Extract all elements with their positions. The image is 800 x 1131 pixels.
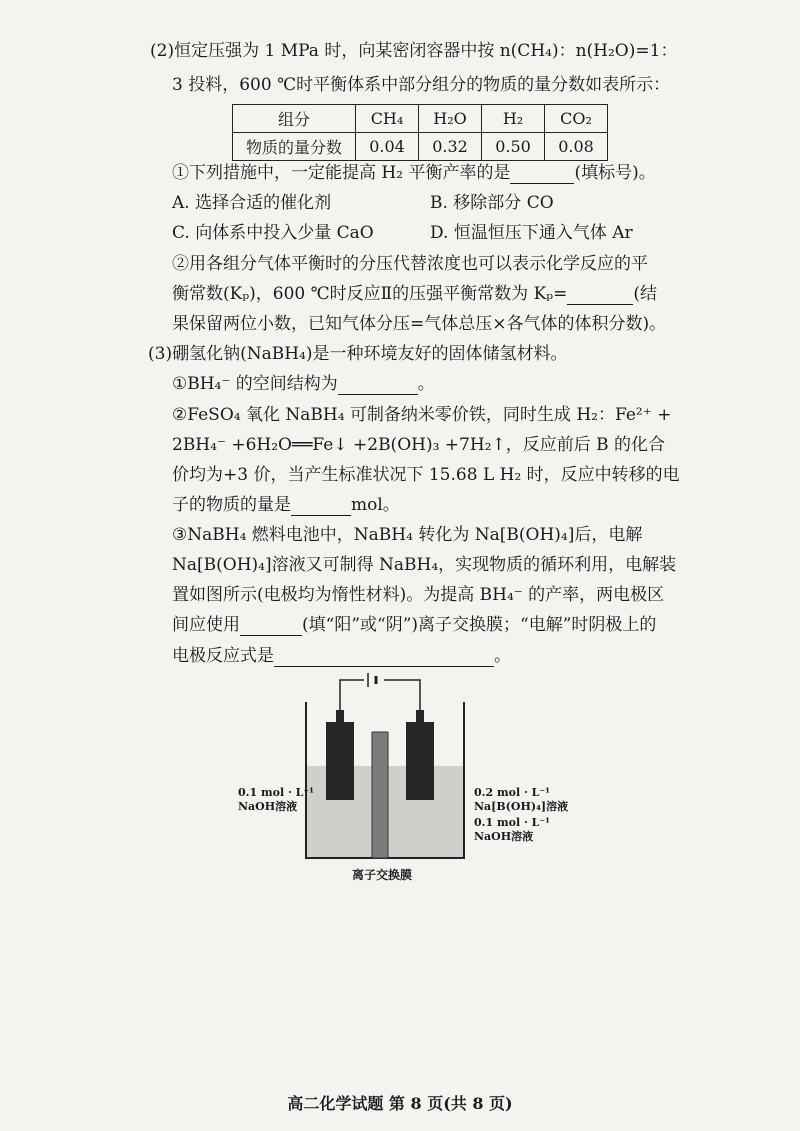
q3-sub3-text: 间应使用 bbox=[172, 615, 240, 635]
table-cell: 组分 bbox=[233, 105, 356, 133]
table-cell: 物质的量分数 bbox=[233, 133, 356, 161]
answer-blank[interactable] bbox=[274, 648, 494, 667]
q2-line1: (2)恒定压强为 1 MPa 时，向某密闭容器中按 n(CH₄)：n(H₂O)=1： bbox=[150, 41, 678, 61]
right-electrode-post bbox=[416, 710, 424, 724]
option-a: A. 选择合适的催化剂 bbox=[172, 193, 332, 213]
answer-blank[interactable] bbox=[240, 617, 302, 636]
q3-sub2-line4 bbox=[172, 494, 400, 516]
page-footer: 高二化学试题 第 8 页(共 8 页) bbox=[287, 1094, 513, 1113]
table-header-row bbox=[233, 105, 608, 133]
q3-sub2-line1: ②FeSO₄ 氧化 NaBH₄ 可制备纳米零价铁，同时生成 H₂：Fe²⁺ + bbox=[172, 405, 672, 425]
q3-sub3-line4 bbox=[172, 614, 656, 636]
q3-sub2-line2: 2BH₄⁻ +6H₂O══Fe↓ +2B(OH)₃ +7H₂↑，反应前后 B 的化合 bbox=[172, 435, 666, 455]
table-cell: H₂ bbox=[482, 105, 545, 133]
q2-line2: 3 投料，600 ℃时平衡体系中部分组分的物质的量分数如表所示： bbox=[172, 75, 671, 95]
q2-sub2-line2 bbox=[172, 283, 657, 305]
q3-sub3-text: 电极反应式是 bbox=[172, 646, 274, 666]
mole-fraction-table bbox=[232, 104, 608, 161]
ion-exchange-membrane bbox=[372, 732, 388, 858]
q3-sub2-suffix: mol。 bbox=[351, 495, 400, 515]
right-concentration-label-1: 0.2 mol · L⁻¹ bbox=[474, 786, 550, 799]
q2-sub2-line3: 果保留两位小数，已知气体分压=气体总压×各气体的体积分数)。 bbox=[172, 314, 667, 334]
left-electrode-post bbox=[336, 710, 344, 724]
wire-right bbox=[384, 680, 420, 724]
q3-sub3-suffix: 。 bbox=[494, 646, 511, 666]
q2-sub2-suffix: (结 bbox=[633, 284, 657, 304]
answer-blank[interactable] bbox=[567, 286, 633, 305]
answer-blank[interactable] bbox=[338, 376, 418, 395]
option-b: B. 移除部分 CO bbox=[430, 193, 554, 213]
q2-sub2-text: 衡常数(Kₚ)，600 ℃时反应Ⅱ的压强平衡常数为 Kₚ= bbox=[172, 284, 568, 304]
q3-sub3-line1: ③NaBH₄ 燃料电池中，NaBH₄ 转化为 Na[B(OH)₄]后，电解 bbox=[172, 525, 643, 545]
q3-sub1-suffix: 。 bbox=[417, 374, 435, 394]
q3-sub3-line5 bbox=[172, 645, 511, 667]
table-cell: 0.04 bbox=[356, 133, 419, 161]
left-concentration-label: 0.1 mol · L⁻¹ bbox=[238, 786, 314, 799]
right-solution-label-1: Na[B(OH)₄]溶液 bbox=[474, 800, 569, 813]
membrane-label: 离子交换膜 bbox=[352, 868, 413, 882]
option-d: D. 恒温恒压下通入气体 Ar bbox=[430, 223, 633, 243]
table-cell: 0.32 bbox=[419, 133, 482, 161]
right-electrode bbox=[406, 722, 434, 800]
q3-sub1-text: ①BH₄⁻ 的空间结构为 bbox=[172, 374, 338, 394]
option-c: C. 向体系中投入少量 CaO bbox=[172, 223, 374, 243]
electrolysis-diagram bbox=[300, 672, 470, 864]
q2-sub1-text: ①下列措施中，一定能提高 H₂ 平衡产率的是 bbox=[172, 163, 511, 183]
q2-sub1 bbox=[172, 162, 656, 184]
q3-sub2-text: 子的物质的量是 bbox=[172, 495, 291, 515]
q3-sub3-line3: 置如图所示(电极均为惰性材料)。为提高 BH₄⁻ 的产率，两电极区 bbox=[172, 585, 665, 605]
table-row bbox=[233, 133, 608, 161]
battery-icon bbox=[368, 673, 376, 687]
answer-blank[interactable] bbox=[291, 497, 351, 516]
table-cell: 0.50 bbox=[482, 133, 545, 161]
q2-sub2-line1: ②用各组分气体平衡时的分压代替浓度也可以表示化学反应的平 bbox=[172, 254, 648, 274]
table-cell: CH₄ bbox=[356, 105, 419, 133]
q3-intro: (3)硼氢化钠(NaBH₄)是一种环境友好的固体储氢材料。 bbox=[148, 344, 568, 364]
left-electrode bbox=[326, 722, 354, 800]
table-cell: CO₂ bbox=[545, 105, 608, 133]
q3-sub3-suffix: (填“阳”或“阴”)离子交换膜；“电解”时阴极上的 bbox=[302, 615, 657, 635]
table-cell: 0.08 bbox=[545, 133, 608, 161]
answer-blank[interactable] bbox=[510, 165, 574, 184]
q3-sub1 bbox=[172, 373, 435, 395]
right-solution-label-2: NaOH溶液 bbox=[474, 830, 534, 843]
right-concentration-label-2: 0.1 mol · L⁻¹ bbox=[474, 816, 550, 829]
q2-sub1-suffix: (填标号)。 bbox=[574, 163, 656, 183]
table-cell: H₂O bbox=[419, 105, 482, 133]
q3-sub3-line2: Na[B(OH)₄]溶液又可制得 NaBH₄，实现物质的循环利用，电解装 bbox=[172, 555, 677, 575]
q3-sub2-line3: 价均为+3 价，当产生标准状况下 15.68 L H₂ 时，反应中转移的电 bbox=[172, 465, 680, 485]
left-solution-label: NaOH溶液 bbox=[238, 800, 298, 813]
